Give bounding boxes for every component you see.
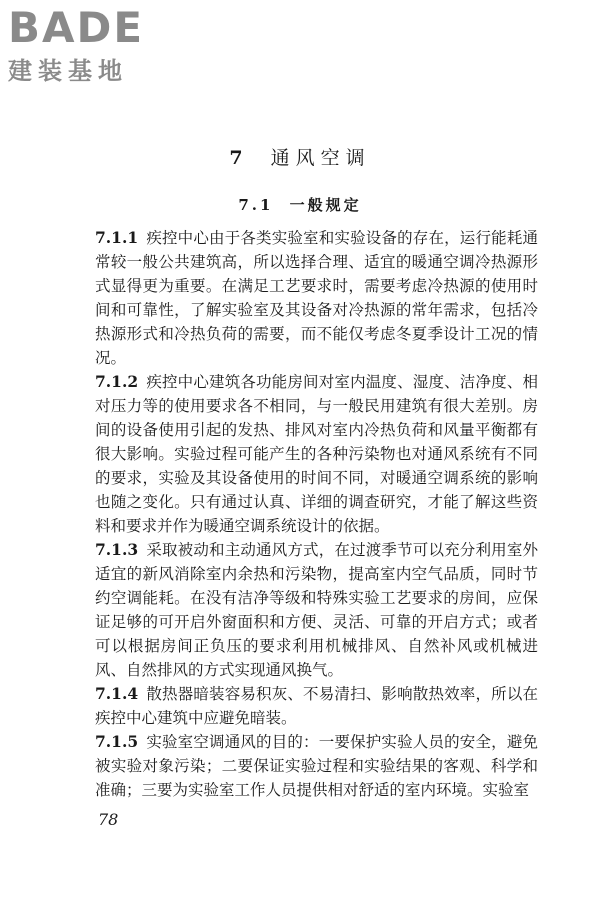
section-title-text: 一般规定 [289, 196, 362, 214]
page-number: 78 [98, 810, 119, 829]
clause-7-1-4 [95, 682, 538, 730]
logo-wordmark: BADE [8, 3, 145, 52]
section-title [0, 195, 600, 215]
chapter-title [0, 146, 600, 170]
clause-number: 7.1.4 [95, 684, 139, 703]
clause-7-1-5 [95, 730, 538, 802]
body-text [95, 226, 538, 802]
clause-text: 疾控中心由于各类实验室和实验设备的存在，运行能耗通常较一般公共建筑高，所以选择合理、适宜的暖通空调冷热源形式显得更为重要。在满足工艺要求时，需要考虑冷热源的使用时间和可靠性，了解实验室及其设备对冷热源的常年需求，包括冷热源形式和冷热负荷的需要，而不能仅考虑冬夏季设计工况的情况。 [95, 229, 538, 367]
clause-text: 散热器暗装容易积灰、不易清扫、影响散热效率，所以在疾控中心建筑中应避免暗装。 [95, 685, 538, 727]
clause-text: 实验室空调通风的目的：一要保护实验人员的安全，避免被实验对象污染；二要保证实验过程和实验结果的客观、科学和准确；三要为实验室工作人员提供相对舒适的室内环境。实验室 [95, 733, 538, 799]
clause-number: 7.1.3 [95, 540, 139, 559]
clause-text: 采取被动和主动通风方式，在过渡季节可以充分利用室外适宜的新风消除室内余热和污染物，提高室内空气品质，同时节约空调能耗。在没有洁净等级和特殊实验工艺要求的房间，应保证足够的可开启外窗面积和方便、灵活、可靠的开启方式；或者可以根据房间正负压的要求利用机械排风、自然补风或机械进风、自然排风的方式实现通风换气。 [95, 541, 538, 679]
bade-logo [8, 3, 178, 86]
clause-text: 疾控中心建筑各功能房间对室内温度、湿度、洁净度、相对压力等的使用要求各不相同，与一般民用建筑有很大差别。房间的设备使用引起的发热、排风对室内冷热负荷和风量平衡都有很大影响。实验过程可能产生的各种污染物也对通风系统有不同的要求，实验及其设备使用的时间不同，对暖通空调系统的影响也随之变化。只有通过认真、详细的调查研究，才能了解这些资料和要求并作为暖通空调系统设计的依据。 [95, 373, 538, 535]
section-number: 7.1 [238, 196, 274, 214]
clause-7-1-1 [95, 226, 538, 370]
clause-number: 7.1.1 [95, 228, 139, 247]
clause-7-1-3 [95, 538, 538, 682]
clause-7-1-2 [95, 370, 538, 538]
chapter-title-text: 通风空调 [270, 147, 371, 169]
clause-number: 7.1.2 [95, 372, 139, 391]
clause-number: 7.1.5 [95, 732, 139, 751]
logo-subtitle: 建装基地 [8, 57, 128, 85]
chapter-number: 7 [229, 147, 249, 169]
